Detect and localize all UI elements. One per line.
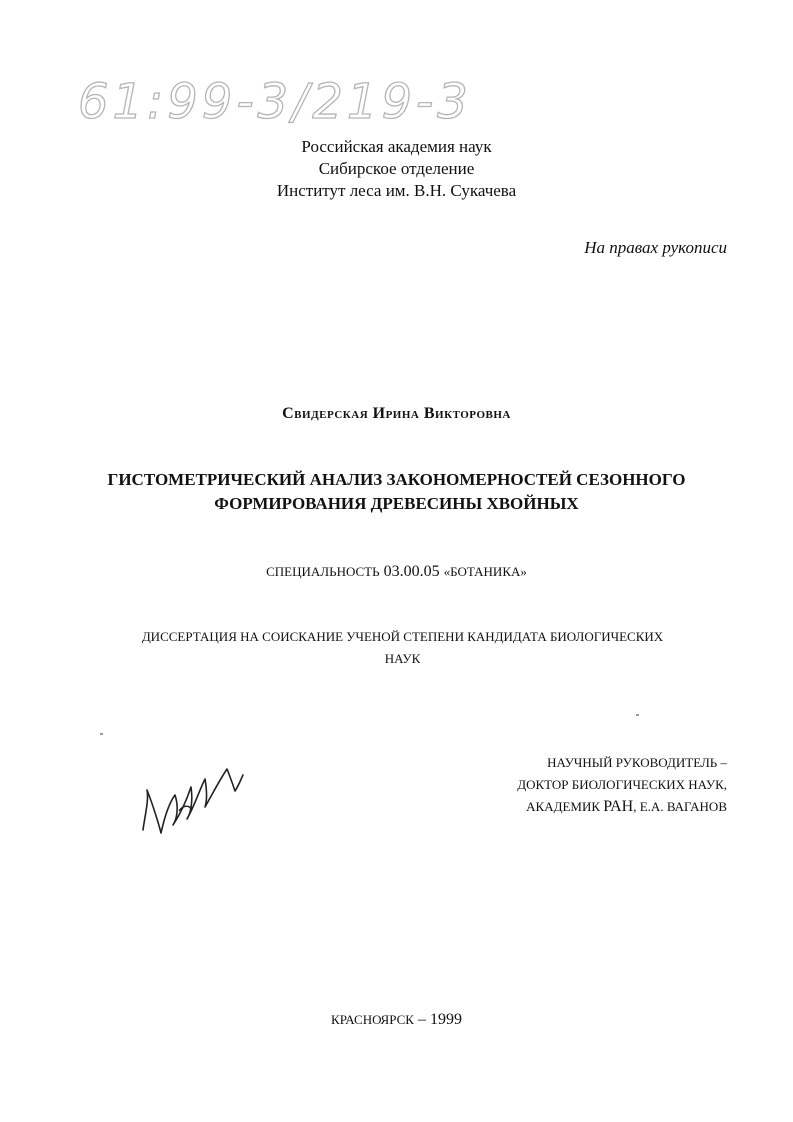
place-and-year	[0, 1011, 793, 1029]
specialty-label: СПЕЦИАЛЬНОСТЬ	[266, 564, 380, 579]
year: 1999	[429, 1011, 462, 1028]
dissertation-title	[60, 468, 733, 516]
scan-speck	[636, 714, 639, 716]
specialty-code: 03.00.05	[383, 563, 440, 580]
specialty-line	[0, 563, 793, 581]
institution-academy: Российская академия наук	[301, 137, 492, 156]
signature-icon	[135, 745, 245, 845]
supervisor-block	[427, 752, 727, 818]
handwritten-archive-number	[78, 68, 498, 138]
institution-institute: Институт леса им. В.Н. Сукачева	[276, 181, 517, 200]
specialty-name: «БОТАНИКА»	[443, 564, 527, 579]
degree-line-1: ДИССЕРТАЦИЯ НА СОИСКАНИЕ УЧЕНОЙ СТЕПЕНИ КАНДИДАТА БИОЛОГИЧЕСКИХ	[141, 629, 664, 644]
title-line-1: ГИСТОМЕТРИЧЕСКИЙ АНАЛИЗ ЗАКОНОМЕРНОСТЕЙ СЕЗОННОГО	[107, 470, 686, 489]
supervisor-line-1: НАУЧНЫЙ РУКОВОДИТЕЛЬ –	[547, 755, 727, 770]
separator: –	[413, 1011, 430, 1028]
svg-text:61:99-3/219-3: 61:99-3/219-3	[78, 74, 472, 130]
degree-line-2: НАУК	[384, 651, 421, 666]
title-line-2: ФОРМИРОВАНИЯ ДРЕВЕСИНЫ ХВОЙНЫХ	[214, 494, 579, 513]
institution-branch: Сибирское отделение	[318, 159, 475, 178]
dissertation-degree	[95, 626, 710, 670]
scan-speck	[100, 733, 103, 735]
supervisor-line-3	[427, 796, 727, 818]
supervisor-title: АКАДЕМИК	[526, 799, 601, 814]
author-name: Свидерская Ирина Викторовна	[282, 405, 511, 422]
supervisor-org: РАН	[603, 798, 634, 815]
supervisor-line-2: ДОКТОР БИОЛОГИЧЕСКИХ НАУК,	[517, 777, 727, 792]
institution-block	[0, 136, 793, 202]
rights-note: На правах рукописи	[584, 238, 727, 257]
supervisor-name: , Е.А. ВАГАНОВ	[633, 799, 727, 814]
city: КРАСНОЯРСК	[331, 1012, 414, 1027]
